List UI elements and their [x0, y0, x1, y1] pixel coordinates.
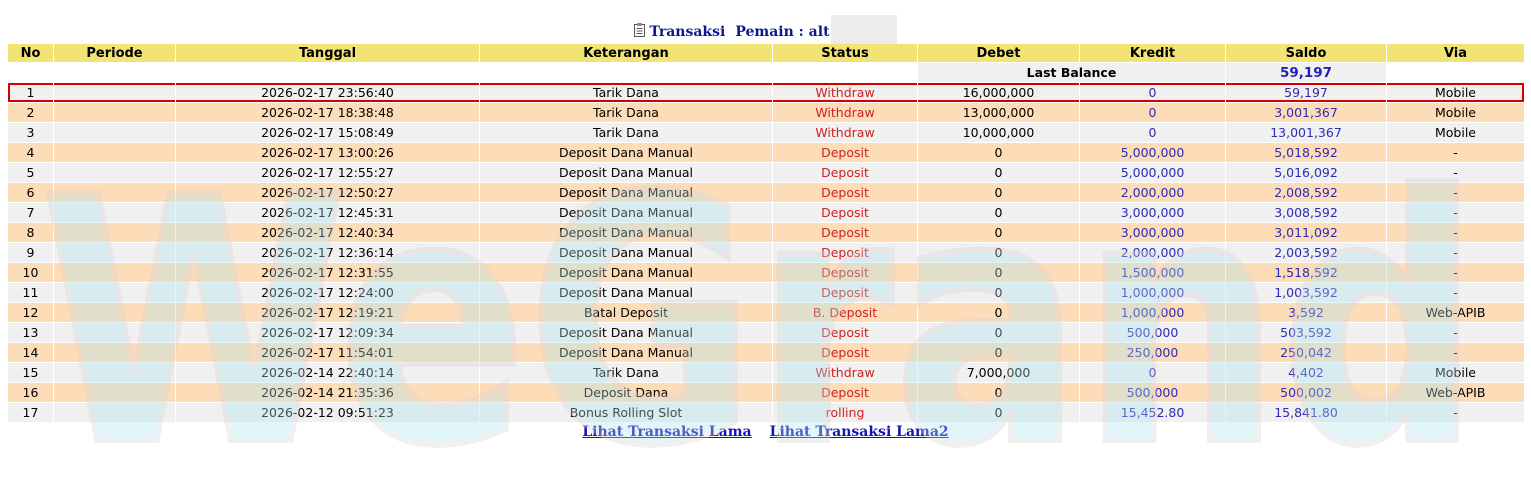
cell-debet: 0: [918, 323, 1079, 342]
table-row: [8, 83, 1524, 102]
cell-periode: [54, 223, 175, 242]
cell-keterangan: Deposit Dana Manual: [480, 183, 772, 202]
cell-keterangan: Deposit Dana Manual: [480, 263, 772, 282]
cell-tanggal: 2026-02-17 12:40:34: [176, 223, 479, 242]
cell-kredit: 3,000,000: [1080, 223, 1225, 242]
page-title: [0, 15, 1531, 45]
cell-kredit: 5,000,000: [1080, 163, 1225, 182]
cell-status: Withdraw: [773, 103, 917, 122]
cell-tanggal: 2026-02-17 12:19:21: [176, 303, 479, 322]
table-row: [8, 343, 1524, 362]
col-header-kredit: Kredit: [1080, 44, 1225, 62]
cell-periode: [54, 303, 175, 322]
cell-periode: [54, 183, 175, 202]
cell-status: Deposit: [773, 183, 917, 202]
cell-debet: 0: [918, 223, 1079, 242]
cell-via: Mobile: [1387, 83, 1524, 102]
cell-periode: [54, 163, 175, 182]
cell-no: 3: [8, 123, 53, 142]
cell-saldo: 5,016,092: [1226, 163, 1386, 182]
cell-kredit: 500,000: [1080, 323, 1225, 342]
cell-kredit: 0: [1080, 83, 1225, 102]
table-header-row: [8, 44, 1524, 62]
cell-debet: 10,000,000: [918, 123, 1079, 142]
table-row: [8, 143, 1524, 162]
table-row: [8, 103, 1524, 122]
cell-debet: 0: [918, 403, 1079, 422]
cell-via: -: [1387, 243, 1524, 262]
col-header-saldo: Saldo: [1226, 44, 1386, 62]
cell-periode: [54, 243, 175, 262]
cell-debet: 0: [918, 243, 1079, 262]
cell-periode: [54, 283, 175, 302]
cell-periode: [54, 143, 175, 162]
cell-no: 15: [8, 363, 53, 382]
cell-saldo: 5,018,592: [1226, 143, 1386, 162]
cell-tanggal: 2026-02-17 12:50:27: [176, 183, 479, 202]
cell-status: Deposit: [773, 323, 917, 342]
cell-keterangan: Deposit Dana Manual: [480, 243, 772, 262]
cell-debet: 0: [918, 183, 1079, 202]
player-label: Pemain : alt: [735, 24, 830, 40]
cell-saldo: 2,008,592: [1226, 183, 1386, 202]
cell-tanggal: 2026-02-14 22:40:14: [176, 363, 479, 382]
cell-via: -: [1387, 143, 1524, 162]
cell-tanggal: 2026-02-17 12:36:14: [176, 243, 479, 262]
cell-kredit: 2,000,000: [1080, 243, 1225, 262]
cell-periode: [54, 383, 175, 402]
cell-status: Deposit: [773, 383, 917, 402]
cell-saldo: 3,592: [1226, 303, 1386, 322]
cell-keterangan: Tarik Dana: [480, 363, 772, 382]
cell-no: 4: [8, 143, 53, 162]
cell-debet: 0: [918, 263, 1079, 282]
cell-periode: [54, 363, 175, 382]
cell-status: Withdraw: [773, 123, 917, 142]
cell-periode: [54, 403, 175, 422]
last-balance-label: Last Balance: [918, 63, 1225, 82]
cell-saldo: 13,001,367: [1226, 123, 1386, 142]
cell-tanggal: 2026-02-17 11:54:01: [176, 343, 479, 362]
cell-via: -: [1387, 283, 1524, 302]
cell-keterangan: Deposit Dana: [480, 383, 772, 402]
cell-kredit: 250,000: [1080, 343, 1225, 362]
table-row: [8, 223, 1524, 242]
cell-no: 14: [8, 343, 53, 362]
cell-tanggal: 2026-02-17 12:45:31: [176, 203, 479, 222]
cell-saldo: 1,003,592: [1226, 283, 1386, 302]
cell-keterangan: Tarik Dana: [480, 83, 772, 102]
cell-keterangan: Deposit Dana Manual: [480, 343, 772, 362]
table-row: [8, 403, 1524, 422]
cell-via: Mobile: [1387, 103, 1524, 122]
cell-kredit: 0: [1080, 103, 1225, 122]
cell-via: -: [1387, 403, 1524, 422]
cell-debet: 0: [918, 203, 1079, 222]
cell-saldo: 250,042: [1226, 343, 1386, 362]
cell-status: Deposit: [773, 143, 917, 162]
cell-keterangan: Tarik Dana: [480, 103, 772, 122]
cell-debet: 13,000,000: [918, 103, 1079, 122]
cell-via: -: [1387, 223, 1524, 242]
cell-saldo: 15,841.80: [1226, 403, 1386, 422]
col-header-tanggal: Tanggal: [176, 44, 479, 62]
cell-kredit: 5,000,000: [1080, 143, 1225, 162]
cell-saldo: 3,001,367: [1226, 103, 1386, 122]
cell-via: -: [1387, 343, 1524, 362]
title-text: Transaksi: [649, 24, 726, 40]
cell-periode: [54, 323, 175, 342]
cell-no: 1: [8, 83, 53, 102]
cell-no: 6: [8, 183, 53, 202]
table-row: [8, 383, 1524, 402]
cell-debet: 0: [918, 343, 1079, 362]
cell-periode: [54, 83, 175, 102]
cell-status: Deposit: [773, 243, 917, 262]
col-header-no: No: [8, 44, 53, 62]
link-old-transactions[interactable]: Lihat Transaksi Lama: [582, 424, 752, 440]
cell-via: -: [1387, 203, 1524, 222]
cell-keterangan: Deposit Dana Manual: [480, 203, 772, 222]
cell-tanggal: 2026-02-17 12:09:34: [176, 323, 479, 342]
cell-keterangan: Deposit Dana Manual: [480, 163, 772, 182]
cell-saldo: 59,197: [1226, 83, 1386, 102]
cell-no: 12: [8, 303, 53, 322]
cell-tanggal: 2026-02-17 13:00:26: [176, 143, 479, 162]
cell-periode: [54, 103, 175, 122]
cell-kredit: 2,000,000: [1080, 183, 1225, 202]
cell-periode: [54, 343, 175, 362]
link-old-transactions-2[interactable]: Lihat Transaksi Lama2: [769, 424, 949, 440]
cell-tanggal: 2026-02-17 12:24:00: [176, 283, 479, 302]
cell-kredit: 500,000: [1080, 383, 1225, 402]
cell-no: 11: [8, 283, 53, 302]
cell-keterangan: Deposit Dana Manual: [480, 223, 772, 242]
cell-no: 17: [8, 403, 53, 422]
cell-periode: [54, 123, 175, 142]
svg-text:WeGrand: WeGrand: [40, 125, 1480, 470]
cell-no: 10: [8, 263, 53, 282]
cell-via: Web-APIB: [1387, 383, 1524, 402]
cell-debet: 0: [918, 143, 1079, 162]
cell-no: 5: [8, 163, 53, 182]
cell-status: B. Deposit: [773, 303, 917, 322]
cell-no: 16: [8, 383, 53, 402]
cell-status: Deposit: [773, 163, 917, 182]
cell-keterangan: Tarik Dana: [480, 123, 772, 142]
redaction-mask: [831, 15, 897, 45]
cell-kredit: 1,000,000: [1080, 303, 1225, 322]
cell-kredit: 0: [1080, 363, 1225, 382]
cell-via: Web-APIB: [1387, 303, 1524, 322]
cell-status: Deposit: [773, 203, 917, 222]
cell-status: Deposit: [773, 283, 917, 302]
table-row: [8, 203, 1524, 222]
cell-keterangan: Batal Deposit: [480, 303, 772, 322]
col-header-status: Status: [773, 44, 917, 62]
cell-no: 8: [8, 223, 53, 242]
cell-keterangan: Deposit Dana Manual: [480, 143, 772, 162]
cell-saldo: 4,402: [1226, 363, 1386, 382]
cell-kredit: 1,500,000: [1080, 263, 1225, 282]
col-header-keterangan: Keterangan: [480, 44, 772, 62]
cell-via: -: [1387, 163, 1524, 182]
col-header-debet: Debet: [918, 44, 1079, 62]
cell-periode: [54, 263, 175, 282]
table-row: [8, 123, 1524, 142]
cell-status: Withdraw: [773, 363, 917, 382]
table-row: [8, 303, 1524, 322]
cell-via: Mobile: [1387, 123, 1524, 142]
cell-debet: 0: [918, 283, 1079, 302]
cell-debet: 0: [918, 303, 1079, 322]
cell-debet: 0: [918, 383, 1079, 402]
cell-no: 2: [8, 103, 53, 122]
table-row: [8, 363, 1524, 382]
table-row: [8, 323, 1524, 342]
cell-no: 9: [8, 243, 53, 262]
cell-no: 7: [8, 203, 53, 222]
cell-saldo: 500,002: [1226, 383, 1386, 402]
cell-status: Deposit: [773, 263, 917, 282]
cell-saldo: 3,011,092: [1226, 223, 1386, 242]
last-balance-value: 59,197: [1226, 63, 1386, 82]
cell-via: -: [1387, 263, 1524, 282]
last-balance-row: [8, 63, 1524, 82]
cell-keterangan: Deposit Dana Manual: [480, 283, 772, 302]
document-icon: [634, 23, 645, 37]
cell-tanggal: 2026-02-14 21:35:36: [176, 383, 479, 402]
cell-tanggal: 2026-02-12 09:51:23: [176, 403, 479, 422]
footer-links: [0, 424, 1531, 440]
col-header-via: Via: [1387, 44, 1524, 62]
cell-tanggal: 2026-02-17 23:56:40: [176, 83, 479, 102]
table-row: [8, 183, 1524, 202]
cell-keterangan: Deposit Dana Manual: [480, 323, 772, 342]
cell-keterangan: Bonus Rolling Slot: [480, 403, 772, 422]
cell-saldo: 503,592: [1226, 323, 1386, 342]
cell-via: -: [1387, 183, 1524, 202]
cell-periode: [54, 203, 175, 222]
cell-tanggal: 2026-02-17 18:38:48: [176, 103, 479, 122]
table-row: [8, 243, 1524, 262]
cell-debet: 16,000,000: [918, 83, 1079, 102]
cell-tanggal: 2026-02-17 12:55:27: [176, 163, 479, 182]
cell-tanggal: 2026-02-17 12:31:55: [176, 263, 479, 282]
cell-debet: 0: [918, 163, 1079, 182]
cell-no: 13: [8, 323, 53, 342]
cell-saldo: 2,003,592: [1226, 243, 1386, 262]
cell-kredit: 1,000,000: [1080, 283, 1225, 302]
cell-via: -: [1387, 323, 1524, 342]
table-row: [8, 163, 1524, 182]
transaction-table: [7, 43, 1525, 423]
cell-saldo: 1,518,592: [1226, 263, 1386, 282]
cell-status: rolling: [773, 403, 917, 422]
cell-saldo: 3,008,592: [1226, 203, 1386, 222]
cell-kredit: 15,452.80: [1080, 403, 1225, 422]
cell-tanggal: 2026-02-17 15:08:49: [176, 123, 479, 142]
table-row: [8, 283, 1524, 302]
col-header-periode: Periode: [54, 44, 175, 62]
cell-status: Withdraw: [773, 83, 917, 102]
cell-status: Deposit: [773, 223, 917, 242]
cell-via: Mobile: [1387, 363, 1524, 382]
cell-kredit: 3,000,000: [1080, 203, 1225, 222]
cell-status: Deposit: [773, 343, 917, 362]
cell-kredit: 0: [1080, 123, 1225, 142]
cell-debet: 7,000,000: [918, 363, 1079, 382]
table-row: [8, 263, 1524, 282]
